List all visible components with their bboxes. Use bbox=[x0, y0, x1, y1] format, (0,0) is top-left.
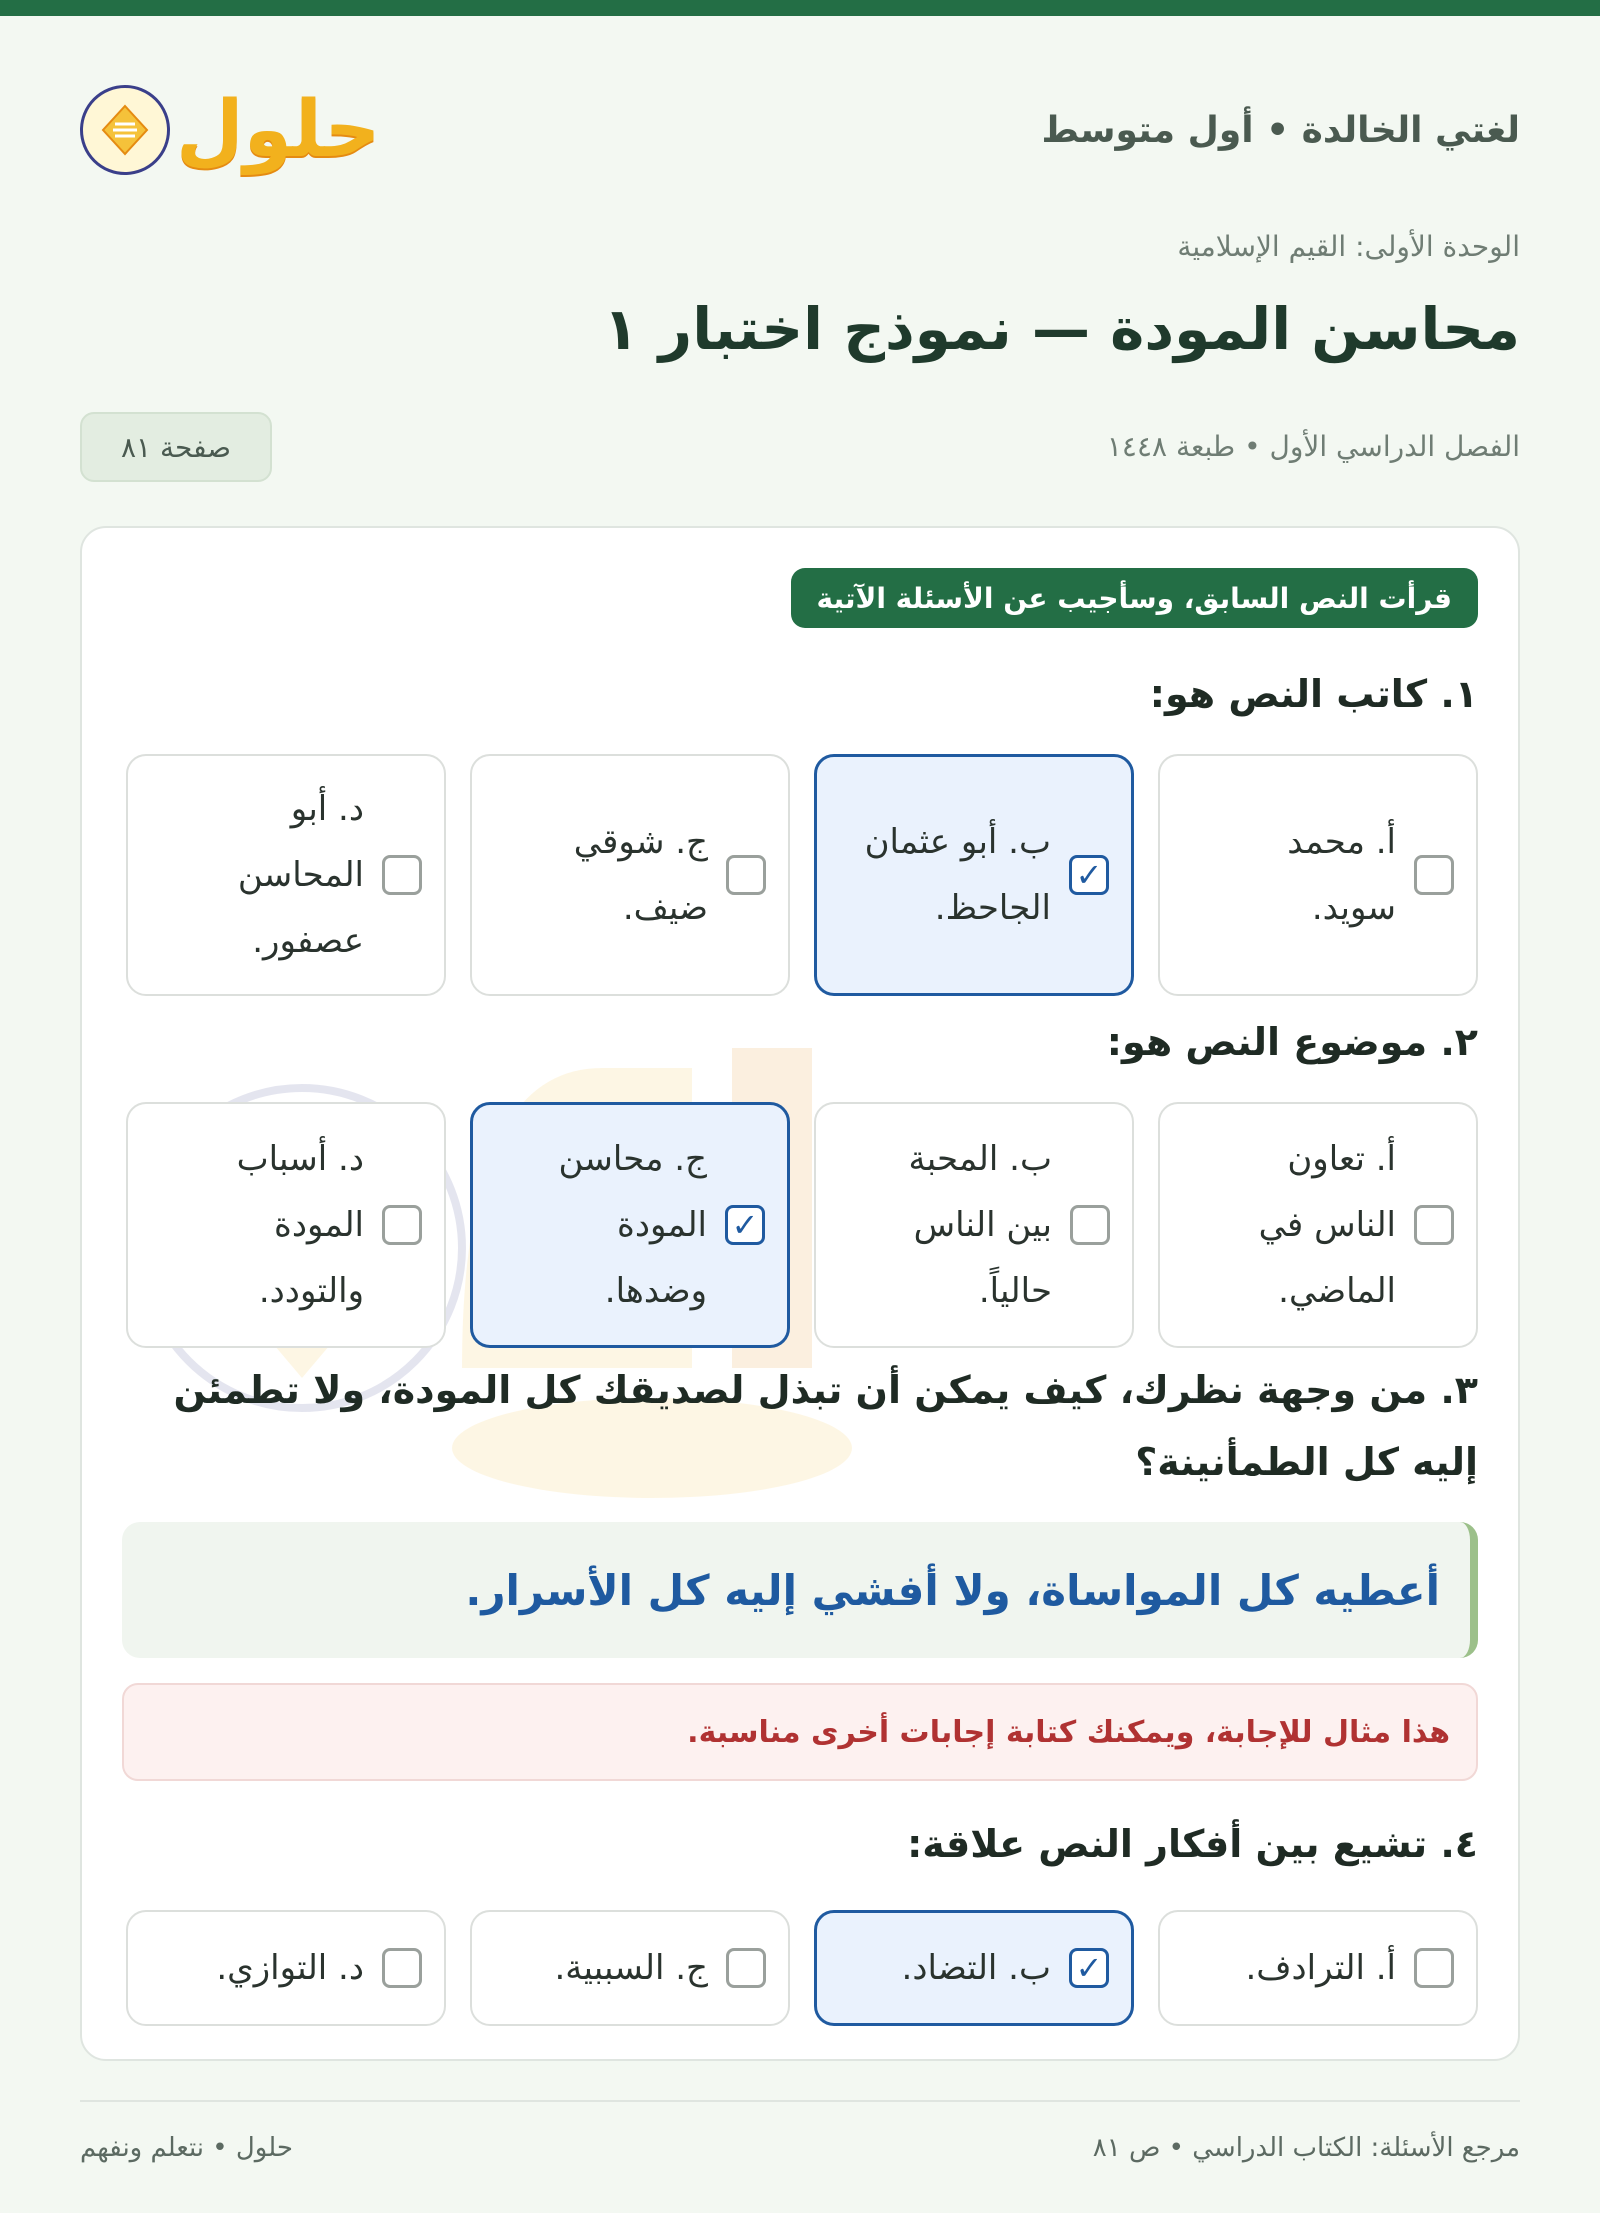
q4-option-a[interactable] bbox=[1158, 1910, 1478, 2026]
option-label: ج. السببية. bbox=[554, 1948, 708, 1988]
questions-card bbox=[80, 526, 1520, 2061]
question-3: ٣. من وجهة نظرك، كيف يمكن أن تبذل لصديقك كل المودة، ولا تطمئن إليه كل الطمأنينة؟ bbox=[173, 1368, 1478, 1484]
page-header bbox=[80, 70, 1520, 190]
logo[interactable] bbox=[80, 85, 381, 175]
option-label: أ. تعاون الناس في الماضي. bbox=[1258, 1139, 1396, 1311]
option-label: ب. التضاد. bbox=[901, 1948, 1051, 1988]
top-accent-bar bbox=[0, 0, 1600, 16]
q1-option-b[interactable] bbox=[814, 754, 1134, 996]
checkbox[interactable] bbox=[1414, 855, 1454, 895]
option-label: ج. محاسن المودة وضدها. bbox=[558, 1139, 707, 1311]
checkbox[interactable] bbox=[382, 1948, 422, 1988]
checkbox-checked[interactable] bbox=[1069, 855, 1109, 895]
q4-option-b[interactable] bbox=[814, 1910, 1134, 2026]
instruction-chip: قرأت النص السابق، وسأجيب عن الأسئلة الآتية bbox=[791, 568, 1478, 628]
page-number-badge: صفحة ٨١ bbox=[80, 412, 272, 482]
header-title: لغتي الخالدة • أول متوسط bbox=[1041, 109, 1520, 151]
q2-option-d[interactable] bbox=[126, 1102, 446, 1348]
answer-box bbox=[122, 1522, 1478, 1658]
checkbox-checked[interactable] bbox=[725, 1205, 765, 1245]
semester-label: الفصل الدراسي الأول • طبعة ١٤٤٨ bbox=[1106, 430, 1520, 463]
q4-option-c[interactable] bbox=[470, 1910, 790, 2026]
q4-option-d[interactable] bbox=[126, 1910, 446, 2026]
checkbox[interactable] bbox=[382, 855, 422, 895]
checkbox[interactable] bbox=[1070, 1205, 1110, 1245]
option-label: أ. الترادف. bbox=[1245, 1948, 1396, 1988]
checkbox[interactable] bbox=[1414, 1948, 1454, 1988]
option-label: د. التوازي. bbox=[216, 1948, 364, 1988]
unit-label: الوحدة الأولى: القيم الإسلامية bbox=[1177, 230, 1520, 263]
question-4-options bbox=[126, 1910, 1478, 2026]
q1-option-a[interactable] bbox=[1158, 754, 1478, 996]
option-label: د. أبو المحاسن عصفور. bbox=[237, 789, 364, 961]
footer-reference: مرجع الأسئلة: الكتاب الدراسي • ص ٨١ bbox=[1092, 2133, 1520, 2163]
logo-text: حلول bbox=[176, 85, 381, 175]
q1-option-c[interactable] bbox=[470, 754, 790, 996]
page-title: محاسن المودة — نموذج اختبار ١ bbox=[603, 295, 1520, 363]
book-icon bbox=[80, 85, 170, 175]
checkbox-checked[interactable] bbox=[1069, 1948, 1109, 1988]
answer-text: أعطيه كل المواساة، ولا أفشي إليه كل الأسرار. bbox=[465, 1565, 1440, 1615]
option-label: ب. المحبة بين الناس حالياً. bbox=[908, 1139, 1052, 1311]
option-label: ب. أبو عثمان الجاحظ. bbox=[864, 822, 1051, 928]
question-4: ٤. تشيع بين أفكار النص علاقة: bbox=[907, 1822, 1478, 1866]
checkbox[interactable] bbox=[382, 1205, 422, 1245]
question-2-options bbox=[126, 1102, 1478, 1348]
checkmark-icon: ✓ bbox=[1075, 856, 1103, 894]
question-1: ١. كاتب النص هو: bbox=[1149, 672, 1478, 716]
footer-brand: حلول • نتعلم ونفهم bbox=[80, 2133, 293, 2163]
q2-option-c[interactable] bbox=[470, 1102, 790, 1348]
q1-option-d[interactable] bbox=[126, 754, 446, 996]
checkbox[interactable] bbox=[726, 855, 766, 895]
option-label: ج. شوقي ضيف. bbox=[573, 822, 708, 928]
option-label: د. أسباب المودة والتودد. bbox=[236, 1139, 364, 1311]
checkbox[interactable] bbox=[1414, 1205, 1454, 1245]
option-label: أ. محمد سويد. bbox=[1287, 822, 1396, 928]
q2-option-a[interactable] bbox=[1158, 1102, 1478, 1348]
answer-note bbox=[122, 1683, 1478, 1781]
checkbox[interactable] bbox=[726, 1948, 766, 1988]
q2-option-b[interactable] bbox=[814, 1102, 1134, 1348]
footer-divider bbox=[80, 2100, 1520, 2102]
question-1-options bbox=[126, 754, 1478, 996]
checkmark-icon: ✓ bbox=[1075, 1949, 1103, 1987]
note-text: هذا مثال للإجابة، ويمكنك كتابة إجابات أخرى مناسبة. bbox=[687, 1714, 1450, 1750]
checkmark-icon: ✓ bbox=[731, 1206, 759, 1244]
question-2: ٢. موضوع النص هو: bbox=[1106, 1020, 1478, 1064]
